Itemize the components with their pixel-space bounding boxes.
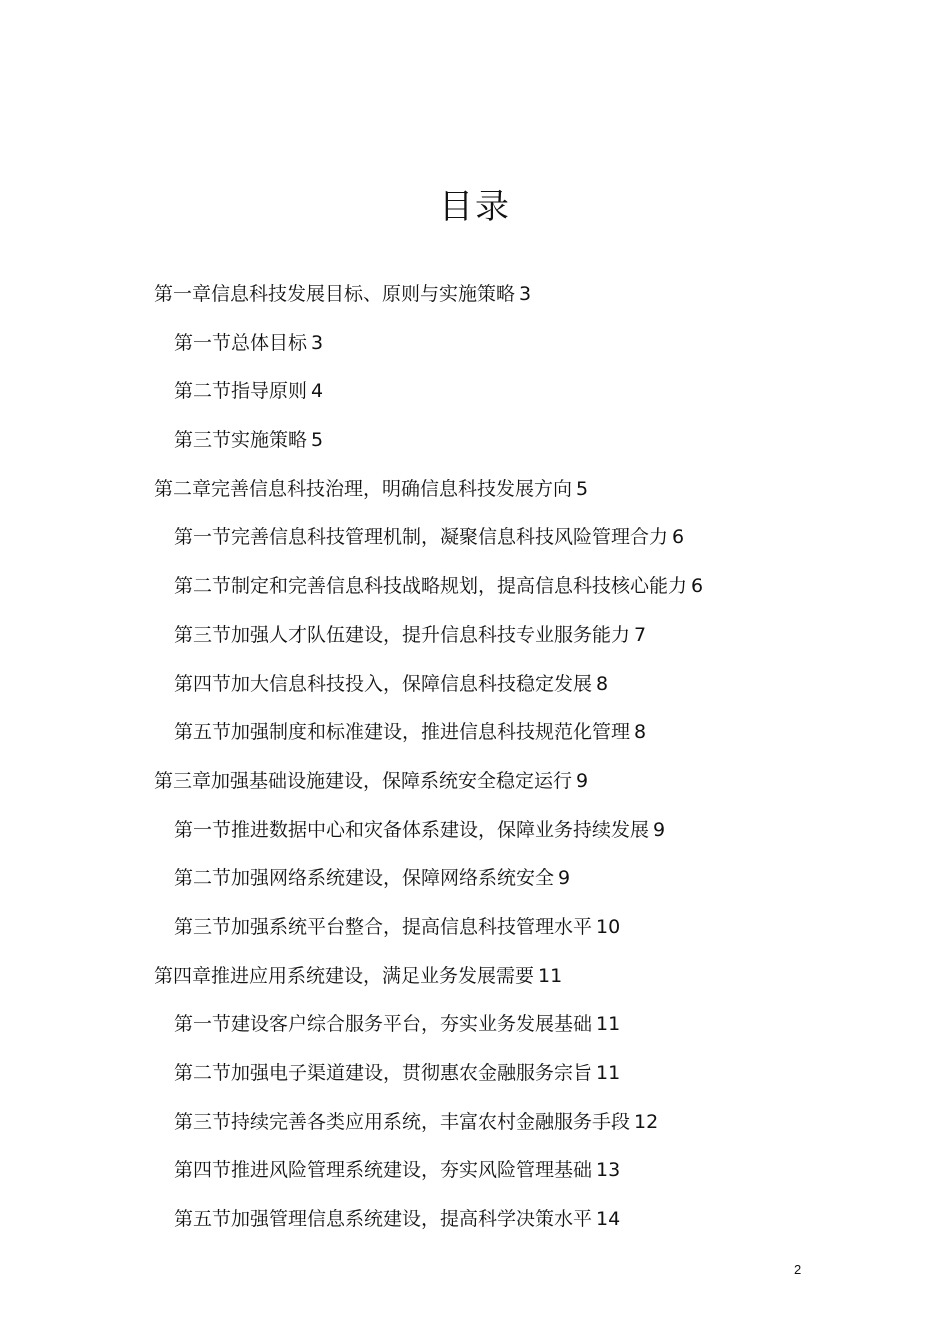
toc-entry-page: 11	[538, 964, 563, 987]
toc-entry-text: 第二节指导原则	[174, 380, 308, 403]
toc-chapter-entry[interactable]	[0, 767, 950, 816]
toc-entry-text: 第二节加强网络系统建设，保障网络系统安全	[174, 867, 555, 890]
toc-chapter-entry[interactable]	[0, 475, 950, 524]
toc-chapter-entry[interactable]	[0, 280, 950, 329]
toc-entry-page: 7	[634, 623, 647, 646]
toc-entry-page: 13	[596, 1159, 621, 1182]
toc-section-entry[interactable]	[0, 1010, 950, 1059]
toc-entry-page: 4	[311, 380, 324, 403]
toc-section-entry[interactable]	[0, 816, 950, 865]
toc-entry-text: 第一节完善信息科技管理机制，凝聚信息科技风险管理合力	[174, 526, 669, 549]
toc-entry-page: 9	[558, 867, 571, 890]
toc-entry-page: 14	[596, 1208, 621, 1231]
toc-entry-page: 11	[596, 1013, 621, 1036]
toc-section-entry[interactable]	[0, 523, 950, 572]
toc-entry-text: 第二节制定和完善信息科技战略规划，提高信息科技核心能力	[174, 575, 688, 598]
toc-entry-page: 11	[596, 1062, 621, 1084]
toc-entry-page: 9	[653, 818, 666, 841]
toc-entry-text: 第三章加强基础设施建设，保障系统安全稳定运行	[154, 769, 573, 792]
toc-section-entry[interactable]	[0, 1205, 950, 1254]
toc-entry-page: 6	[672, 526, 685, 549]
toc-entry-text: 第五节加强管理信息系统建设，提高科学决策水平	[174, 1208, 593, 1231]
toc-entry-text: 第三节加强系统平台整合，提高信息科技管理水平	[174, 915, 593, 938]
toc-section-entry[interactable]	[0, 329, 950, 378]
toc-section-entry[interactable]	[0, 1059, 950, 1108]
toc-entry-page: 9	[576, 769, 589, 792]
toc-entry-page: 3	[519, 283, 532, 305]
toc-entry-text: 第二节加强电子渠道建设，贯彻惠农金融服务宗旨	[174, 1062, 593, 1084]
toc-entry-text: 第一章信息科技发展目标、原则与实施策略	[154, 283, 516, 305]
toc-section-entry[interactable]	[0, 1108, 950, 1157]
toc-section-entry[interactable]	[0, 913, 950, 962]
toc-entry-page: 12	[634, 1110, 659, 1133]
page-number: 2	[794, 1262, 802, 1277]
toc-entry-page: 10	[596, 915, 621, 938]
toc-entry-text: 第四章推进应用系统建设，满足业务发展需要	[154, 964, 535, 987]
toc-entry-text: 第一节推进数据中心和灾备体系建设，保障业务持续发展	[174, 818, 650, 841]
toc-section-entry[interactable]	[0, 670, 950, 719]
toc-entry-page: 3	[311, 331, 324, 354]
toc-entry-page: 8	[596, 672, 609, 695]
toc-entry-page: 5	[576, 477, 589, 500]
toc-entry-text: 第一节总体目标	[174, 331, 308, 354]
toc-section-entry[interactable]	[0, 1156, 950, 1205]
toc-section-entry[interactable]	[0, 621, 950, 670]
toc-chapter-entry[interactable]	[0, 962, 950, 1011]
toc-entry-text: 第一节建设客户综合服务平台，夯实业务发展基础	[174, 1013, 593, 1036]
toc-entry-page: 8	[634, 721, 647, 744]
toc-entry-text: 第三节加强人才队伍建设，提升信息科技专业服务能力	[174, 623, 631, 646]
page-title: 目录	[439, 186, 511, 227]
toc-entry-page: 5	[311, 429, 324, 452]
toc-section-entry[interactable]	[0, 864, 950, 913]
toc-entry-page: 6	[691, 575, 704, 598]
toc-section-entry[interactable]	[0, 377, 950, 426]
toc-entry-text: 第二章完善信息科技治理，明确信息科技发展方向	[154, 477, 573, 500]
toc-section-entry[interactable]	[0, 572, 950, 621]
toc-entry-text: 第四节推进风险管理系统建设，夯实风险管理基础	[174, 1159, 593, 1182]
toc-section-entry[interactable]	[0, 426, 950, 475]
toc-entry-text: 第三节实施策略	[174, 429, 308, 452]
toc-section-entry[interactable]	[0, 718, 950, 767]
toc-entry-text: 第五节加强制度和标准建设，推进信息科技规范化管理	[174, 721, 631, 744]
toc-entry-text: 第四节加大信息科技投入，保障信息科技稳定发展	[174, 672, 593, 695]
toc-entry-text: 第三节持续完善各类应用系统，丰富农村金融服务手段	[174, 1110, 631, 1133]
table-of-contents	[0, 280, 950, 1254]
